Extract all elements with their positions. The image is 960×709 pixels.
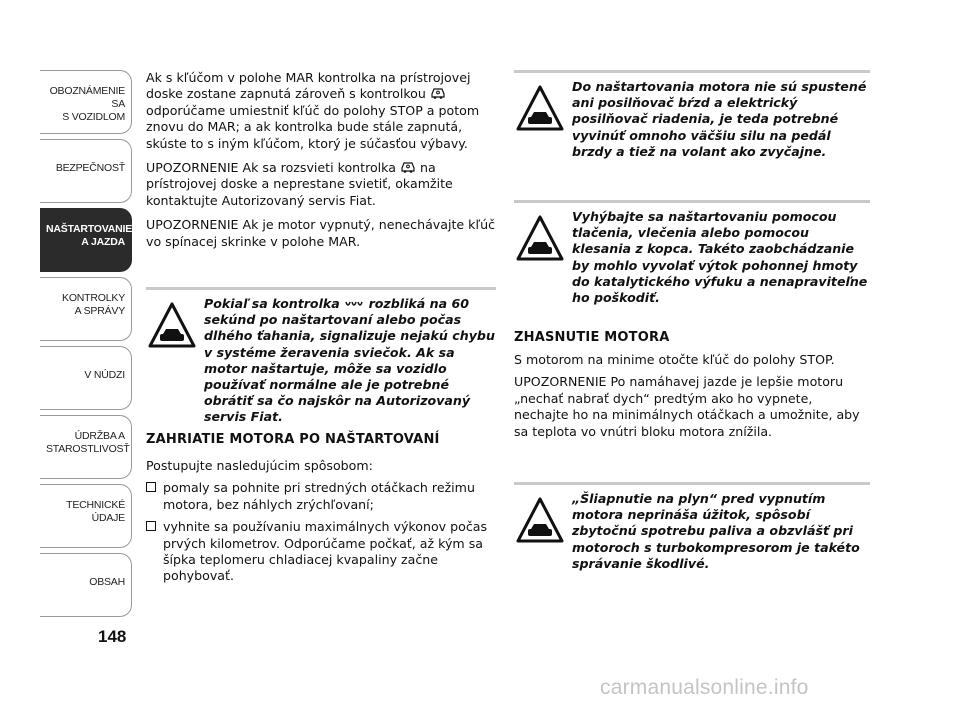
checkbox-bullet-icon	[146, 482, 156, 492]
warning-text	[146, 296, 496, 426]
text: rozbliká na 60 sekúnd po naštartovaní alebo počas dlhého ťahania, signalizuje nejakú chybu v systéme žeravenia sviečok. Ak sa motor naštartuje, môže sa vozidlo používať normálne ale je potrebné obrátiť sa čo najskôr na Autorizovaný servis Fiat.	[204, 296, 495, 425]
tab-label: OBOZNÁMENIE SA S VOZIDLOM	[49, 85, 125, 123]
warning-triangle-car-icon	[514, 81, 566, 135]
tab-label: V NÚDZI	[84, 369, 125, 381]
tab-oboznamenie[interactable]	[40, 70, 132, 134]
tab-label: BEZPEČNOSŤ	[55, 162, 125, 174]
warning-text: Do naštartovania motora nie sú spustené ani posilňovač bŕzd a elektrický posilňovač riadenia, je teda potrebné vyvinúť omnoho väčšiu silu na pedál brzdy a tiež na volant ako zvyčajne.	[572, 79, 867, 159]
warning-text: „Šliapnutie na plyn“ pred vypnutím motora neprináša úžitok, spôsobí zbytočnú spotrebu paliva a obzvlášť pri motoroch s turbokompresorom je takéto správanie škodlivé.	[572, 491, 860, 571]
section-title-shutdown: ZHASNUTIE MOTORA	[514, 330, 670, 345]
tab-obsah[interactable]	[40, 553, 132, 617]
shutdown-body	[514, 352, 870, 446]
checkbox-bullet-icon	[146, 521, 156, 531]
page-number: 148	[98, 627, 127, 646]
text: na prístrojovej doske a neprestane svietiť, okamžite kontaktujte Autorizovaný servis Fiat.	[146, 160, 453, 208]
warning-box-glowplug	[146, 287, 496, 426]
car-key-lamp-icon	[400, 160, 416, 174]
tab-label: TECHNICKÉ ÚDAJE	[66, 499, 125, 524]
warning-triangle-car-icon	[146, 298, 198, 352]
tab-technicke[interactable]	[40, 484, 132, 548]
section-title-warmup: ZAHRIATIE MOTORA PO NAŠTARTOVANÍ	[146, 432, 440, 447]
tab-label: ÚDRŽBA A STAROSTLIVOSŤ	[46, 430, 130, 455]
warning-triangle-car-icon	[514, 211, 566, 265]
text: UPOZORNENIE Ak sa rozsvieti kontrolka	[146, 160, 396, 176]
glow-plug-lamp-icon	[344, 300, 364, 310]
left-intro	[146, 70, 498, 258]
paragraph: UPOZORNENIE Ak je motor vypnutý, nenechávajte kľúč vo spínacej skrinke v polohe MAR.	[146, 217, 496, 249]
tab-bezpecnost[interactable]	[40, 139, 132, 203]
watermark: carmanualsonline.info	[600, 676, 809, 699]
paragraph: Postupujte nasledujúcim spôsobom:	[146, 458, 373, 473]
tab-udrzba[interactable]	[40, 415, 132, 479]
paragraph	[146, 160, 498, 209]
warmup-body	[146, 458, 496, 591]
warning-box-pushstart	[514, 200, 870, 306]
warning-text: Vyhýbajte sa naštartovaniu pomocou tlačenia, vlečenia alebo pomocou klesania z kopca. Takéto zaobchádzanie by mohlo vyvolať výtok pohonnej hmoty do katalytického výfuku a nenapraviteľne ho poškodiť.	[572, 209, 868, 306]
text: pomaly sa pohnite pri stredných otáčkach režimu motora, bez náhlych zrýchľovaní;	[163, 480, 475, 512]
list-item	[146, 519, 496, 585]
tab-v-nudzi[interactable]	[40, 346, 132, 410]
paragraph	[146, 70, 498, 152]
car-key-lamp-icon	[430, 86, 446, 100]
text: vyhnite sa používaniu maximálnych výkonov počas prvých kilometrov. Odporúčame počkať, až kým sa šípka teplomeru chladiacej kvapaliny začne pohybovať.	[163, 519, 488, 584]
paragraph: S motorom na minime otočte kľúč do polohy STOP.	[514, 352, 835, 367]
warning-box-brakes	[514, 70, 870, 160]
paragraph: UPOZORNENIE Po namáhavej jazde je lepšie motoru „nechať nabrať dych“ predtým ako ho vypnete, nechajte ho na minimálnych otáčkach a umožnite, aby sa teplota vo vnútri bloku motora znížila.	[514, 374, 860, 439]
list-item	[146, 480, 496, 513]
tab-label: NAŠTARTOVANIE A JAZDA	[46, 223, 133, 248]
tab-label: KONTROLKY A SPRÁVY	[62, 292, 125, 317]
bullet-list	[146, 480, 496, 584]
text: Pokiaľ sa kontrolka	[204, 296, 340, 311]
tab-kontrolky[interactable]	[40, 277, 132, 341]
tab-nastartovanie[interactable]	[40, 208, 132, 272]
text: odporúčame umiestniť kľúč do polohy STOP a potom znovu do MAR; a ak kontrolka bude stále zapnutá, skúste to s iným kľúčom, ktorý je súčasťou výbavy.	[146, 102, 480, 151]
warning-box-throttle	[514, 482, 870, 572]
text: Ak s kľúčom v polohe MAR kontrolka na prístrojovej doske zostane zapnutá zároveň s kontrolkou	[146, 70, 471, 102]
tab-label: OBSAH	[89, 576, 125, 588]
warning-triangle-car-icon	[514, 493, 566, 547]
